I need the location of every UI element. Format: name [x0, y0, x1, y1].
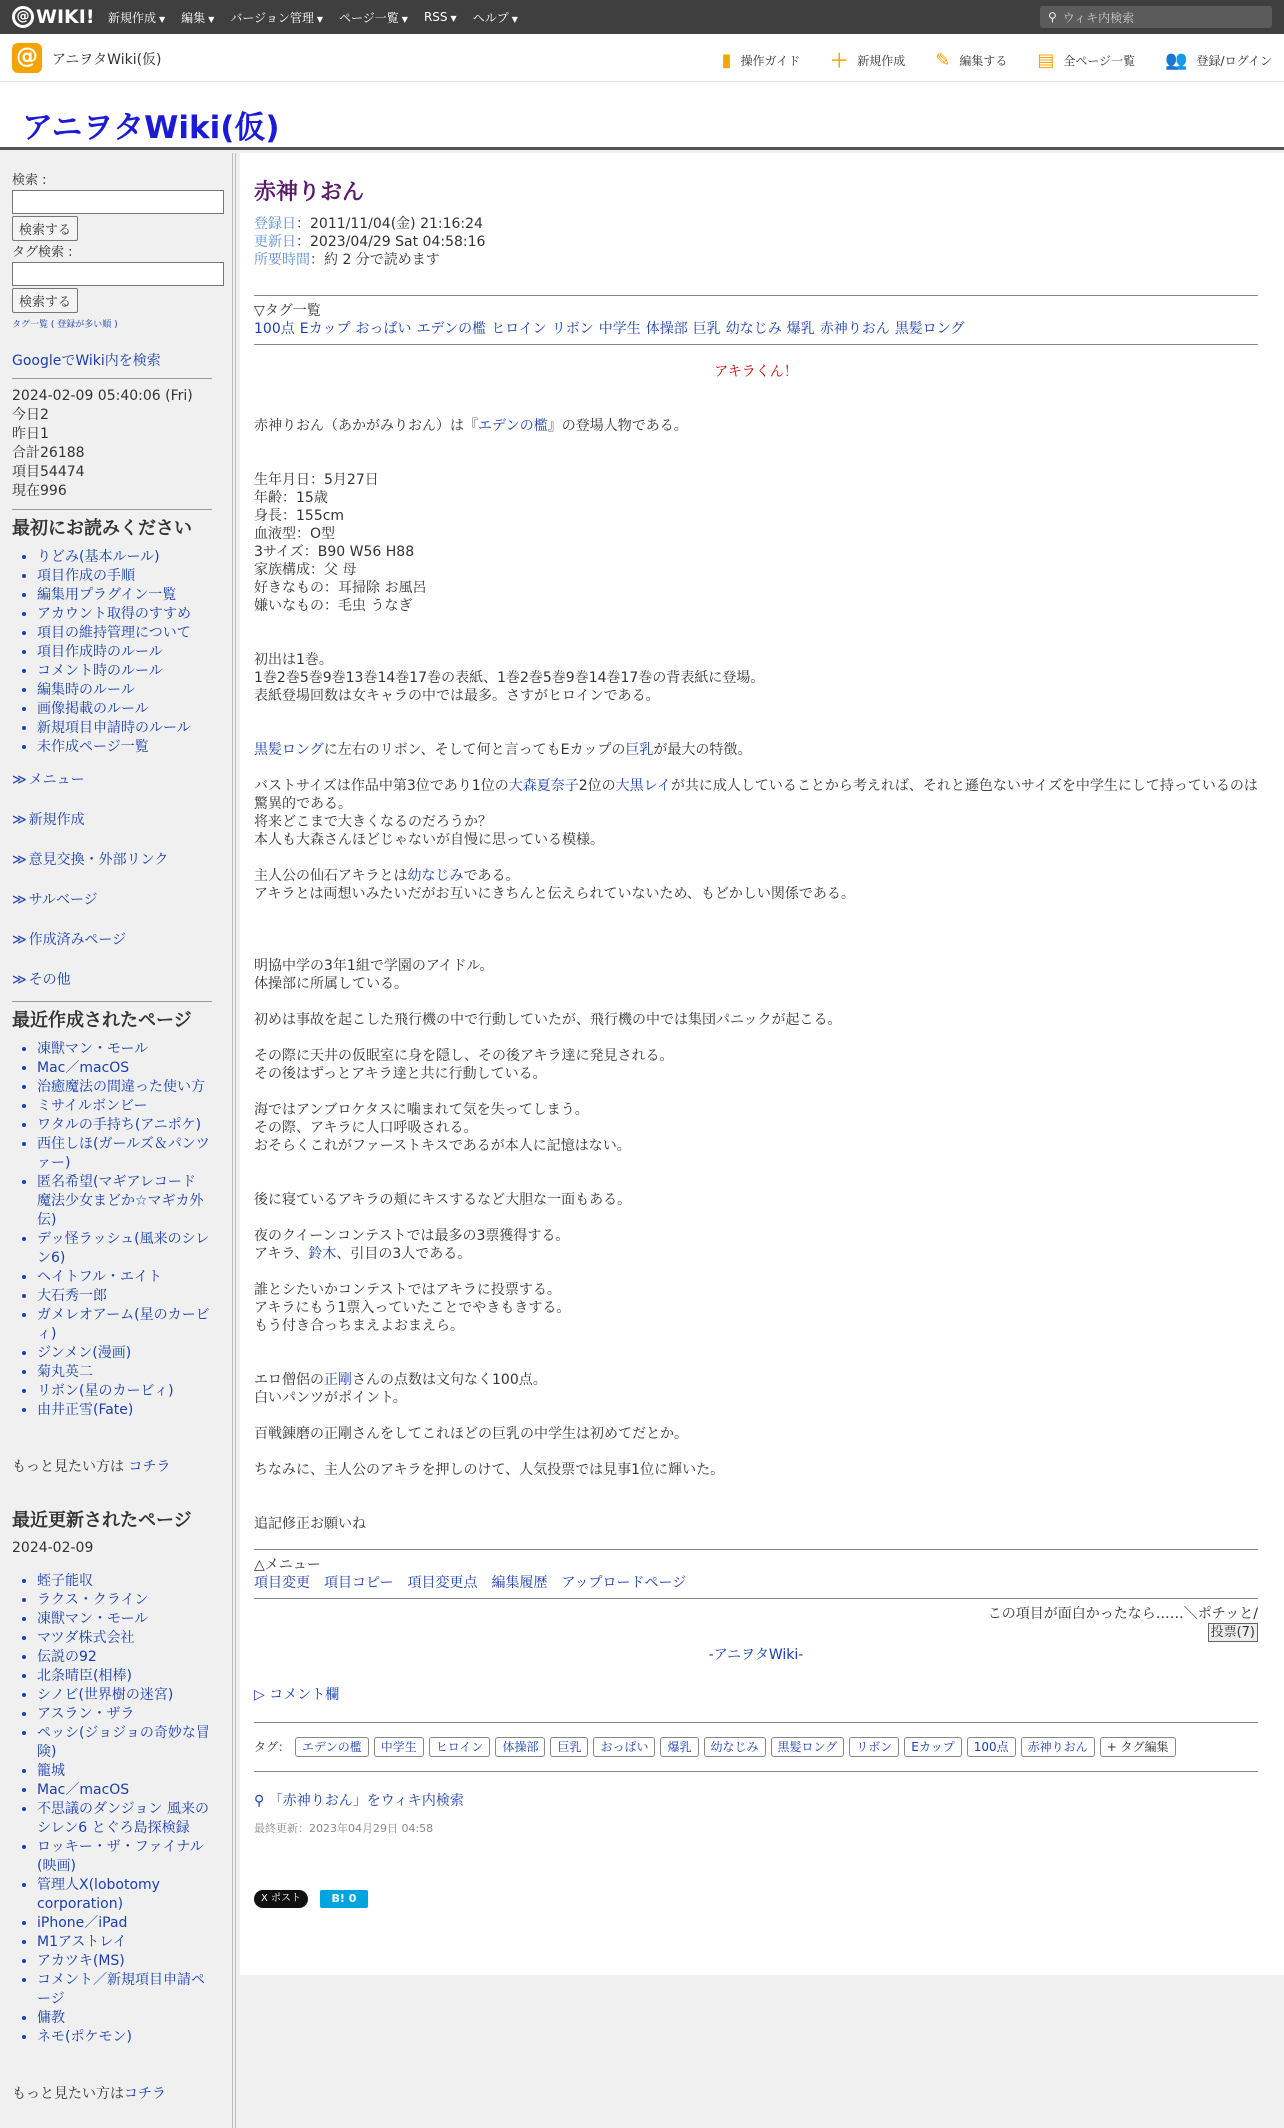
profile-block — [254, 471, 1258, 615]
recent-created-link[interactable]: • 治癒魔法の間違った使い方 — [37, 1078, 212, 1097]
sidebar-menu-head[interactable]: ≫ 作成済みページ — [12, 932, 127, 948]
nav-guide[interactable]: ▮ 操作ガイド — [721, 49, 801, 71]
sidebar-link[interactable]: • 項目作成時のルール — [37, 643, 212, 662]
text-line: 明協中学の3年1組で学園のアイドル。 — [254, 958, 494, 974]
sidebar-search-input[interactable] — [12, 190, 224, 214]
wiki-title[interactable]: アニヲタWiki(仮) — [22, 110, 280, 146]
text-line: もう付き合っちまえよおまえら。 — [254, 1318, 464, 1334]
google-search-link[interactable]: GoogleでWiki内を検索 — [12, 353, 161, 369]
sidebar-search-button[interactable]: 検索する — [12, 216, 78, 241]
article-menu-link[interactable]: 項目変更 — [254, 1575, 310, 1591]
pencil-icon: ✎ — [935, 49, 951, 71]
sidebar — [0, 153, 224, 2128]
menu-title[interactable]: △メニュー — [254, 1557, 321, 1573]
tag-pill[interactable]: 幼なじみ — [704, 1737, 766, 1757]
menu-help[interactable]: ヘルプ ▼ — [472, 10, 518, 25]
site-sign[interactable]: -アニヲタWiki- — [708, 1647, 804, 1663]
intro: 赤神りおん（あかがみりおん）は『エデンの檻』の登場人物である。 — [254, 418, 688, 434]
tag-link[interactable]: 赤神りおん — [819, 321, 890, 337]
link-eden[interactable]: エデンの檻 — [478, 418, 548, 434]
sidebar-link[interactable]: • 編集用プラグイン一覧 — [37, 586, 212, 605]
recent-created-link[interactable]: • リボン(星のカービィ) — [37, 1382, 212, 1401]
recent-updated-list — [37, 1572, 212, 2047]
recent-updated-link[interactable]: • アスラン・ザラ — [37, 1705, 212, 1724]
readtime-value: ：約 2 分で読めます — [310, 252, 440, 268]
nav-new[interactable]: ＋ 新規作成 — [830, 47, 905, 73]
tag-pill[interactable]: 巨乳 — [550, 1737, 588, 1757]
text-line: その後はずっとアキラ達と共に行動している。 — [254, 1066, 547, 1082]
recent-updated-link[interactable]: • シノビ(世界樹の迷宮) — [37, 1686, 212, 1705]
link-oguro[interactable]: 大黒レイ — [615, 778, 671, 794]
queen: 夜のクイーンコンテストでは最多の3票獲得する。 — [254, 1228, 570, 1244]
recent-created-link[interactable]: • 凍獣マン・モール — [37, 1040, 212, 1059]
link-black-hair[interactable]: 黒髪ロング — [254, 742, 324, 758]
profile-line: 生年月日：5月27日 — [254, 472, 379, 488]
article-menu-link[interactable]: 項目コピー — [324, 1575, 394, 1591]
link-suzuki[interactable]: 鈴木 — [308, 1246, 337, 1262]
tag-pill[interactable]: 赤神りおん — [1021, 1737, 1095, 1757]
recent-updated-link[interactable]: • ペッシ(ジョジョの奇妙な冒険) — [37, 1724, 212, 1762]
sidebar-menu-head[interactable]: ≫ メニュー — [12, 772, 85, 788]
recent-created-heading: 最近作成されたページ — [12, 1010, 192, 1031]
caret-down-icon: ▼ — [511, 14, 518, 24]
recent-created-link[interactable]: • 匿名希望(マギアレコード 魔法少女まどか☆マギカ外伝) — [37, 1173, 212, 1230]
tag-link[interactable]: 中学生 — [598, 321, 641, 337]
sidebar-link[interactable]: • 画像掲載のルール — [37, 700, 212, 719]
registered-value: ：2011/11/04(金) 21:16:24 — [296, 216, 483, 232]
recent-created-link[interactable]: • ヘイトフル・エイト — [37, 1268, 212, 1287]
recent-created-link[interactable]: • 西住しほ(ガールズ＆パンツァー) — [37, 1135, 212, 1173]
tag-bar — [254, 1737, 1258, 1757]
social-buttons — [254, 1890, 1258, 1908]
tag-search-label: タグ検索 : — [12, 245, 73, 260]
profile-line: 家族構成：父 母 — [254, 562, 357, 578]
double-chevron-icon: ≫ — [12, 932, 27, 948]
recent-updated-link[interactable]: • 管理人X(lobotomy corporation) — [37, 1876, 212, 1914]
stat-today: 今日2 — [12, 407, 49, 423]
tag-search-input[interactable] — [12, 262, 224, 286]
article-menu-link[interactable]: 項目変更点 — [407, 1575, 478, 1591]
recent-created-link[interactable]: • デッ怪ラッシュ(風来のシレン6) — [37, 1230, 212, 1268]
sidebar-link[interactable]: • 項目作成の手順 — [37, 567, 212, 586]
article-menu — [254, 1574, 1258, 1592]
recent-updated-link[interactable]: • 籠城 — [37, 1762, 212, 1781]
veteran: 百戦錬磨の正剛さんをしてこれほどの巨乳の中学生は初めてだとか。 — [254, 1426, 688, 1442]
sidebar-link[interactable]: • アカウント取得のすすめ — [37, 605, 212, 624]
article-menu-link[interactable]: 編集履歴 — [491, 1575, 548, 1591]
recent-created-list — [37, 1040, 212, 1420]
sidebar-menu-head[interactable]: ≫ 意見交換・外部リンク — [12, 852, 169, 868]
recent-updated-link[interactable]: • アカツキ(MS) — [37, 1952, 212, 1971]
tag-link[interactable]: 100点 — [254, 321, 295, 337]
tag-link[interactable]: ヒロイン — [491, 321, 547, 337]
double-chevron-icon: ≫ — [12, 972, 27, 988]
double-chevron-icon: ≫ — [12, 812, 27, 828]
x-post-button[interactable]: X ポスト — [254, 1890, 308, 1908]
sidebar-menu-heads — [12, 769, 212, 989]
kiss: 後に寝ているアキラの頬にキスするなど大胆な一面もある。 — [254, 1192, 632, 1208]
link-omori[interactable]: 大森夏奈子 — [508, 778, 579, 794]
nav-edit[interactable]: ✎ 編集する — [935, 49, 1008, 71]
caret-down-icon: ▼ — [316, 14, 324, 24]
tag-pill[interactable]: 中学生 — [374, 1737, 424, 1757]
wiki-search-input[interactable] — [1040, 6, 1272, 28]
recent-updated-link[interactable]: • 不思議のダンジョン 風来のシレン6 とぐろ島探検録 — [37, 1800, 212, 1838]
global-menus — [108, 0, 518, 34]
sidebar-separator — [232, 153, 236, 2128]
friend: 主人公の仙石アキラとは幼なじみである。 — [254, 868, 520, 884]
profile-line: 年齢：15歳 — [254, 490, 328, 506]
recent-created-link[interactable]: • ガメレオアーム(星のカービィ) — [37, 1306, 212, 1344]
hatena-bookmark-button[interactable]: B! 0 — [320, 1890, 368, 1908]
recent-updated-link[interactable]: • M1アストレイ — [37, 1933, 212, 1952]
text-line: 初出は1巻。 — [254, 652, 333, 668]
text-line: 誰とシたいかコンテストではアキラに投票する。 — [254, 1282, 561, 1298]
tag-pill[interactable]: おっぱい — [593, 1737, 655, 1757]
more-link-1: もっと見たい方は コチラ — [12, 1459, 171, 1475]
pants: 白いパンツがポイント。 — [254, 1390, 407, 1406]
school-block — [254, 957, 1258, 993]
hide-block — [254, 1047, 1258, 1083]
tag-pill[interactable]: リボン — [849, 1737, 899, 1757]
text-line: 体操部に所属している。 — [254, 976, 408, 992]
site-nav — [722, 47, 1272, 73]
menu-pages[interactable]: ページ一覧 ▼ — [339, 10, 408, 25]
divider — [12, 378, 212, 379]
recent-updated-link[interactable]: • コメント／新規項目申請ページ — [37, 1971, 212, 2009]
tag-pill[interactable]: エデンの檻 — [295, 1737, 369, 1757]
tag-list-link[interactable]: タグ一覧 ( 登録が多い順 ) — [12, 320, 118, 330]
recent-updated-link[interactable]: • iPhone／iPad — [37, 1914, 212, 1933]
caret-down-icon: ▼ — [208, 14, 215, 24]
divider — [12, 509, 212, 510]
bust: バストサイズは作品中第3位であり1位の大森夏奈子2位の大黒レイが共に成人していることから考えれば、それと遜色ないサイズを中学生にして持っているのは驚異的である。 — [254, 778, 1258, 812]
text-line: その際、アキラに人口呼吸される。 — [254, 1120, 478, 1136]
menu-rss[interactable]: RSS ▼ — [423, 10, 457, 24]
document-icon: ▤ — [1037, 49, 1055, 71]
text-line: アキラにもう1票入っていたことでやきもきする。 — [254, 1300, 571, 1316]
stat-current: 現在996 — [12, 483, 67, 499]
article-menu-link[interactable]: アップロードページ — [561, 1575, 687, 1591]
first-appear-block — [254, 651, 1258, 705]
monk: エロ僧侶の正剛さんの点数は文句なく100点。 — [254, 1372, 547, 1388]
double-chevron-icon: ≫ — [12, 772, 27, 788]
tag-link[interactable]: おっぱい — [355, 321, 412, 337]
article-meta — [254, 215, 1258, 269]
link-seigo[interactable]: 正剛 — [324, 1372, 352, 1388]
recent-created-link[interactable]: • Mac／macOS — [37, 1059, 212, 1078]
article-title: 赤神りおん — [254, 180, 365, 205]
divider — [12, 1001, 212, 1002]
updated-value: ：2023/04/29 Sat 04:58:16 — [296, 234, 486, 250]
tag-bar-label: タグ： — [254, 1740, 291, 1754]
user-add-icon: 👥 — [1165, 49, 1188, 71]
nav-all-pages[interactable]: ▤ 全ページ一覧 — [1037, 49, 1136, 71]
wiki-title-band — [0, 82, 1284, 150]
recent-updated-link[interactable]: • ラクス・クライン — [37, 1591, 212, 1610]
menu-edit[interactable]: 編集 ▼ — [181, 10, 215, 25]
tag-list — [254, 320, 1258, 338]
sea-block — [254, 1101, 1258, 1155]
stat-items: 項目54474 — [12, 464, 85, 480]
recent-created-link[interactable]: • 大石秀一郎 — [37, 1287, 212, 1306]
features: 黒髪ロングに左右のリボン、そして何と言ってもEカップの巨乳が最大の特徴。 — [254, 742, 752, 758]
text-line: 将来どこまで大きくなるのだろうか？ — [254, 814, 492, 830]
sidebar-menu-head[interactable]: ≫ 新規作成 — [12, 812, 85, 828]
divider — [254, 1598, 1258, 1599]
text-line: その際に天井の仮眠室に身を隠し、その後アキラ達に発見される。 — [254, 1048, 674, 1064]
caret-down-icon: ▼ — [159, 14, 166, 24]
profile-line: 3サイズ：B90 W56 H88 — [254, 544, 415, 560]
sidebar-link[interactable]: • 新規項目申請時のルール — [37, 719, 212, 738]
quote: アキラくん！ — [714, 364, 798, 380]
stat-datetime: 2024-02-09 05:40:06 (Fri) — [12, 388, 193, 404]
recent-updated-link[interactable]: • 北条晴臣(相棒) — [37, 1667, 212, 1686]
recent-updated-heading: 最近更新されたページ — [12, 1510, 192, 1531]
tag-link[interactable]: エデンの檻 — [416, 321, 487, 337]
article-main — [240, 153, 1284, 1975]
profile-line: 嫌いなもの：毛虫 うなぎ — [254, 598, 413, 614]
vote-button[interactable]: 投票(7) — [1208, 1623, 1258, 1642]
profile-line: 身長：155cm — [254, 508, 345, 524]
friend-more: アキラとは両想いみたいだがお互いにきちんと伝えられていないため、もどかしい関係である。 — [254, 886, 855, 902]
tag-pill[interactable]: 体操部 — [495, 1737, 545, 1757]
tag-edit-button[interactable]: + タグ編集 — [1100, 1737, 1176, 1757]
recent-updated-link[interactable]: • ネモ(ポケモン) — [37, 2028, 212, 2047]
caret-down-icon: ▼ — [450, 14, 457, 23]
site-header — [0, 34, 1284, 82]
recent-updated-date: 2024-02-09 — [12, 1540, 94, 1556]
recent-updated-link[interactable]: • Mac／macOS — [37, 1781, 212, 1800]
tag-pill[interactable]: 爆乳 — [660, 1737, 698, 1757]
tag-link[interactable]: リボン — [551, 321, 594, 337]
request: 追記修正お願いね — [254, 1516, 366, 1532]
like-text: この項目が面白かったなら……＼ポチッと/ — [987, 1606, 1258, 1622]
last-updated: 最終更新：2023年04月29日 04:58 — [254, 1822, 434, 1835]
first-read-heading: 最初にお読みください — [12, 518, 192, 539]
double-chevron-icon: ≫ — [12, 892, 27, 908]
bust-more — [254, 813, 1258, 849]
profile-line: 血液型：O型 — [254, 526, 336, 542]
text-line: おそらくこれがファーストキスであるが本人に記憶はない。 — [254, 1138, 631, 1154]
readtime-label: 所要時間 — [254, 252, 310, 268]
sidebar-link[interactable]: • 項目の維持管理について — [37, 624, 212, 643]
sidebar-menu-head[interactable]: ≫ サルベージ — [12, 892, 98, 908]
site-logo-icon[interactable]: @ — [12, 43, 42, 73]
sidebar-link[interactable]: • 編集時のルール — [37, 681, 212, 700]
divider — [254, 1549, 1258, 1550]
at-icon: @ — [12, 6, 34, 28]
search-label: 検索 : — [12, 173, 47, 188]
menu-version[interactable]: バージョン管理 ▼ — [230, 10, 324, 25]
recent-updated-link[interactable]: • ロッキー・ザ・ファイナル(映画) — [37, 1838, 212, 1876]
link-childhood-friend[interactable]: 幼なじみ — [407, 868, 464, 884]
sidebar-link[interactable]: • りどみ(基本ルール) — [37, 548, 212, 567]
tag-link[interactable]: Eカップ — [299, 321, 351, 337]
plane: 初めは事故を起こした飛行機の中で行動していたが、飛行機の中では集団パニックが起こる。 — [254, 1012, 842, 1028]
divider — [254, 1722, 1258, 1723]
book-icon: ▮ — [721, 49, 732, 71]
queen-voters: アキラ、鈴木、引目の3人である。 — [254, 1246, 472, 1262]
wiki-logo[interactable] — [12, 5, 94, 29]
recent-updated-link[interactable]: • 伝説の92 — [37, 1648, 212, 1667]
tag-link[interactable]: 幼なじみ — [725, 321, 782, 337]
search-placeholder: ウィキ内検索 — [1062, 10, 1135, 25]
updated-label: 更新日 — [254, 234, 296, 250]
tag-pill[interactable]: ヒロイン — [429, 1737, 491, 1757]
sidebar-menu-head[interactable]: ≫ その他 — [12, 972, 71, 988]
recent-updated-link[interactable]: • 凍獣マン・モール — [37, 1610, 212, 1629]
recent-created-link[interactable]: • 菊丸英二 — [37, 1363, 212, 1382]
popular: ちなみに、主人公のアキラを押しのけて、人気投票では見事1位に輝いた。 — [254, 1462, 725, 1478]
recent-created-link[interactable]: • 由井正雪(Fate) — [37, 1401, 212, 1420]
tag-pill[interactable]: Eカップ — [904, 1737, 961, 1757]
tag-pill[interactable]: 黒髪ロング — [771, 1737, 845, 1757]
sidebar-link[interactable]: • 未作成ページ一覧 — [37, 738, 212, 757]
text-line: 本人も大森さんほどじゃないが自慢に思っている模様。 — [254, 832, 604, 848]
recent-created-link[interactable]: • ジンメン(漫画) — [37, 1344, 212, 1363]
recent-updated-link[interactable]: • マツダ株式会社 — [37, 1629, 212, 1648]
recent-created-link[interactable]: • ミサイルボンビー — [37, 1097, 212, 1116]
recent-updated-link[interactable]: • 蛭子能収 — [37, 1572, 212, 1591]
tag-link[interactable]: 体操部 — [645, 321, 688, 337]
double-chevron-icon: ≫ — [12, 852, 27, 868]
stat-yesterday: 昨日1 — [12, 426, 49, 442]
search-icon: ⚲ — [254, 1793, 269, 1809]
wiki-search-link[interactable]: ⚲ 「赤神りおん」をウィキ内検索 — [254, 1793, 464, 1809]
recent-updated-link[interactable]: • 傭教 — [37, 2009, 212, 2028]
nav-login[interactable]: 👥 登録/ログイン — [1165, 49, 1272, 71]
text-line: 1巻2巻5巻9巻13巻14巻17巻の表紙、1巻2巻5巻9巻14巻17巻の背表紙に登場。 — [254, 670, 765, 686]
text-line: 海ではアンブロケタスに噛まれて気を失ってしまう。 — [254, 1102, 589, 1118]
comment-toggle[interactable]: ▷ コメント欄 — [254, 1687, 340, 1703]
global-topbar — [0, 0, 1284, 34]
more-link-2-anchor[interactable]: コチラ — [124, 2086, 166, 2102]
site-stats — [12, 387, 212, 501]
wiki-logo-text: WIKI! — [36, 6, 95, 28]
profile-line: 好きなもの：耳掃除 お風呂 — [254, 580, 427, 596]
site-name[interactable]: アニヲタWiki(仮) — [52, 52, 162, 68]
search-icon: ⚲ — [1048, 10, 1057, 24]
more-link-1-anchor[interactable]: コチラ — [128, 1459, 171, 1475]
tag-pill[interactable]: 100点 — [967, 1737, 1016, 1757]
recent-created-link[interactable]: • ワタルの手持ち(アニポケ) — [37, 1116, 212, 1135]
menu-new[interactable]: 新規作成 ▼ — [108, 10, 166, 25]
tag-link[interactable]: 爆乳 — [786, 321, 815, 337]
divider — [254, 295, 1258, 296]
text-line: 表紙登場回数は女キャラの中では最多。さすがヒロインである。 — [254, 688, 660, 704]
tag-link[interactable]: 巨乳 — [692, 321, 721, 337]
more-link-2: もっと見たい方はコチラ — [12, 2086, 166, 2102]
sidebar-link[interactable]: • コメント時のルール — [37, 662, 212, 681]
tag-search-button[interactable]: 検索する — [12, 288, 78, 313]
tag-list-title[interactable]: ▽タグ一覧 — [254, 303, 321, 319]
registered-label: 登録日 — [254, 216, 296, 232]
link-big-breasts[interactable]: 巨乳 — [625, 742, 654, 758]
stat-total: 合計26188 — [12, 445, 85, 461]
first-read-list — [37, 548, 212, 757]
plus-icon: ＋ — [830, 51, 849, 72]
tag-link[interactable]: 黒髪ロング — [894, 321, 965, 337]
caret-down-icon: ▼ — [401, 14, 408, 24]
divider — [254, 1771, 1258, 1772]
vote-block — [254, 1281, 1258, 1335]
